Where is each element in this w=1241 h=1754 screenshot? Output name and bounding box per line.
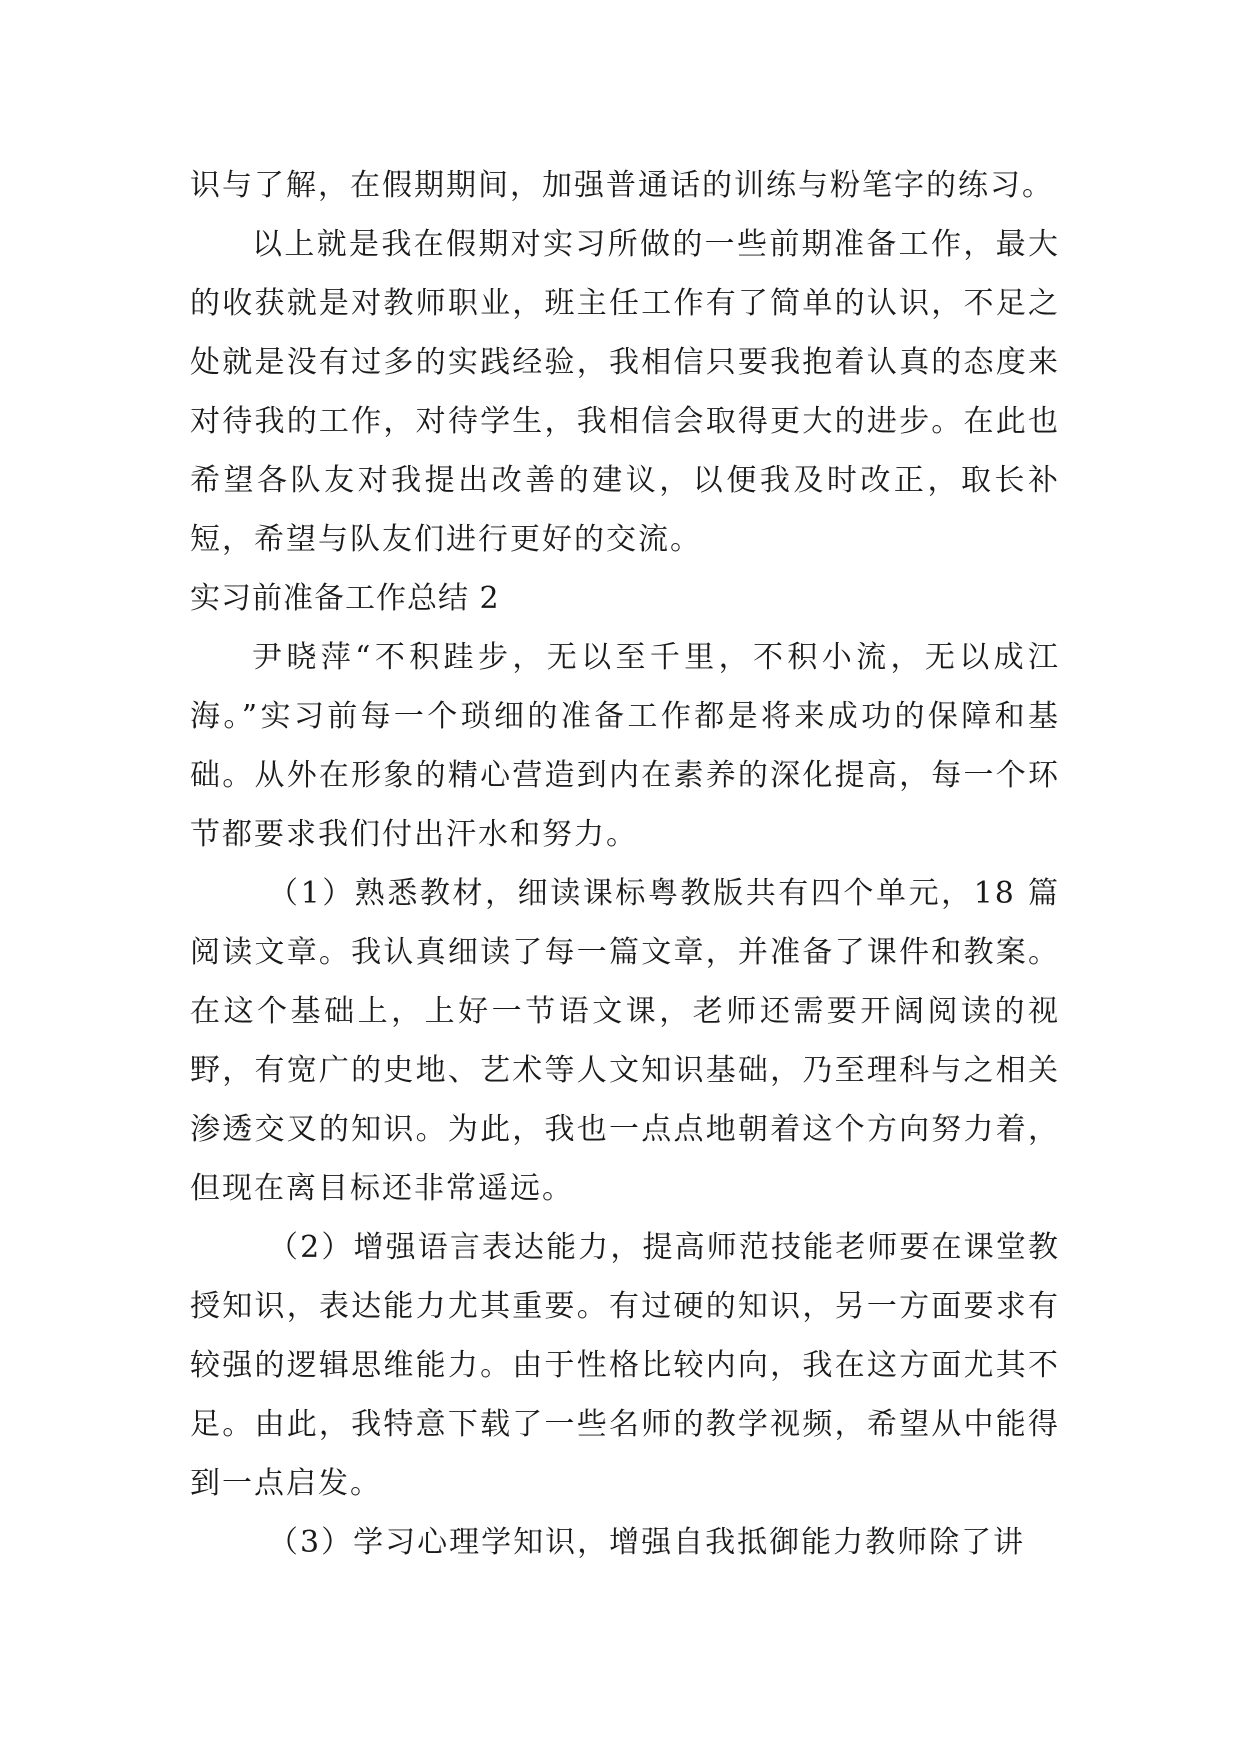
- paragraph-item-1: （1）熟悉教材，细读课标粤教版共有四个单元，18 篇阅读文章。我认真细读了每一篇文章，并准备了课件和教案。在这个基础上，上好一节语文课，老师还需要开阔阅读的视野，有宽广的史地、艺术等人文知识基础，乃至理科与之相关渗透交叉的知识。为此，我也一点点地朝着这个方向努力着，但现在离目标还非常遥远。: [190, 876, 1060, 1206]
- paragraph-item-2: （2）增强语言表达能力，提高师范技能老师要在课堂教授知识，表达能力尤其重要。有过硬的知识，另一方面要求有较强的逻辑思维能力。由于性格比较内向，我在这方面尤其不足。由此，我特意下载了一些名师的教学视频，希望从中能得到一点启发。: [190, 1230, 1060, 1501]
- document-body: [190, 156, 1060, 1572]
- paragraph-summary: 以上就是我在假期对实习所做的一些前期准备工作，最大的收获就是对教师职业，班主任工作有了简单的认识，不足之处就是没有过多的实践经验，我相信只要我抱着认真的态度来对待我的工作，对待学生，我相信会取得更大的进步。在此也希望各队友对我提出改善的建议，以便我及时改正，取长补短，希望与队友们进行更好的交流。: [190, 227, 1060, 557]
- paragraph-continuation: 识与了解，在假期期间，加强普通话的训练与粉笔字的练习。: [190, 168, 1054, 203]
- paragraph-intro: 尹晓萍“不积跬步，无以至千里，不积小流，无以成江海。”实习前每一个琐细的准备工作都是将来成功的保障和基础。从外在形象的精心营造到内在素养的深化提高，每一个环节都要求我们付出汗水和努力。: [190, 640, 1060, 852]
- paragraph-item-3: （3）学习心理学知识，增强自我抵御能力教师除了讲: [268, 1525, 1026, 1560]
- section-heading: 实习前准备工作总结 2: [190, 581, 500, 616]
